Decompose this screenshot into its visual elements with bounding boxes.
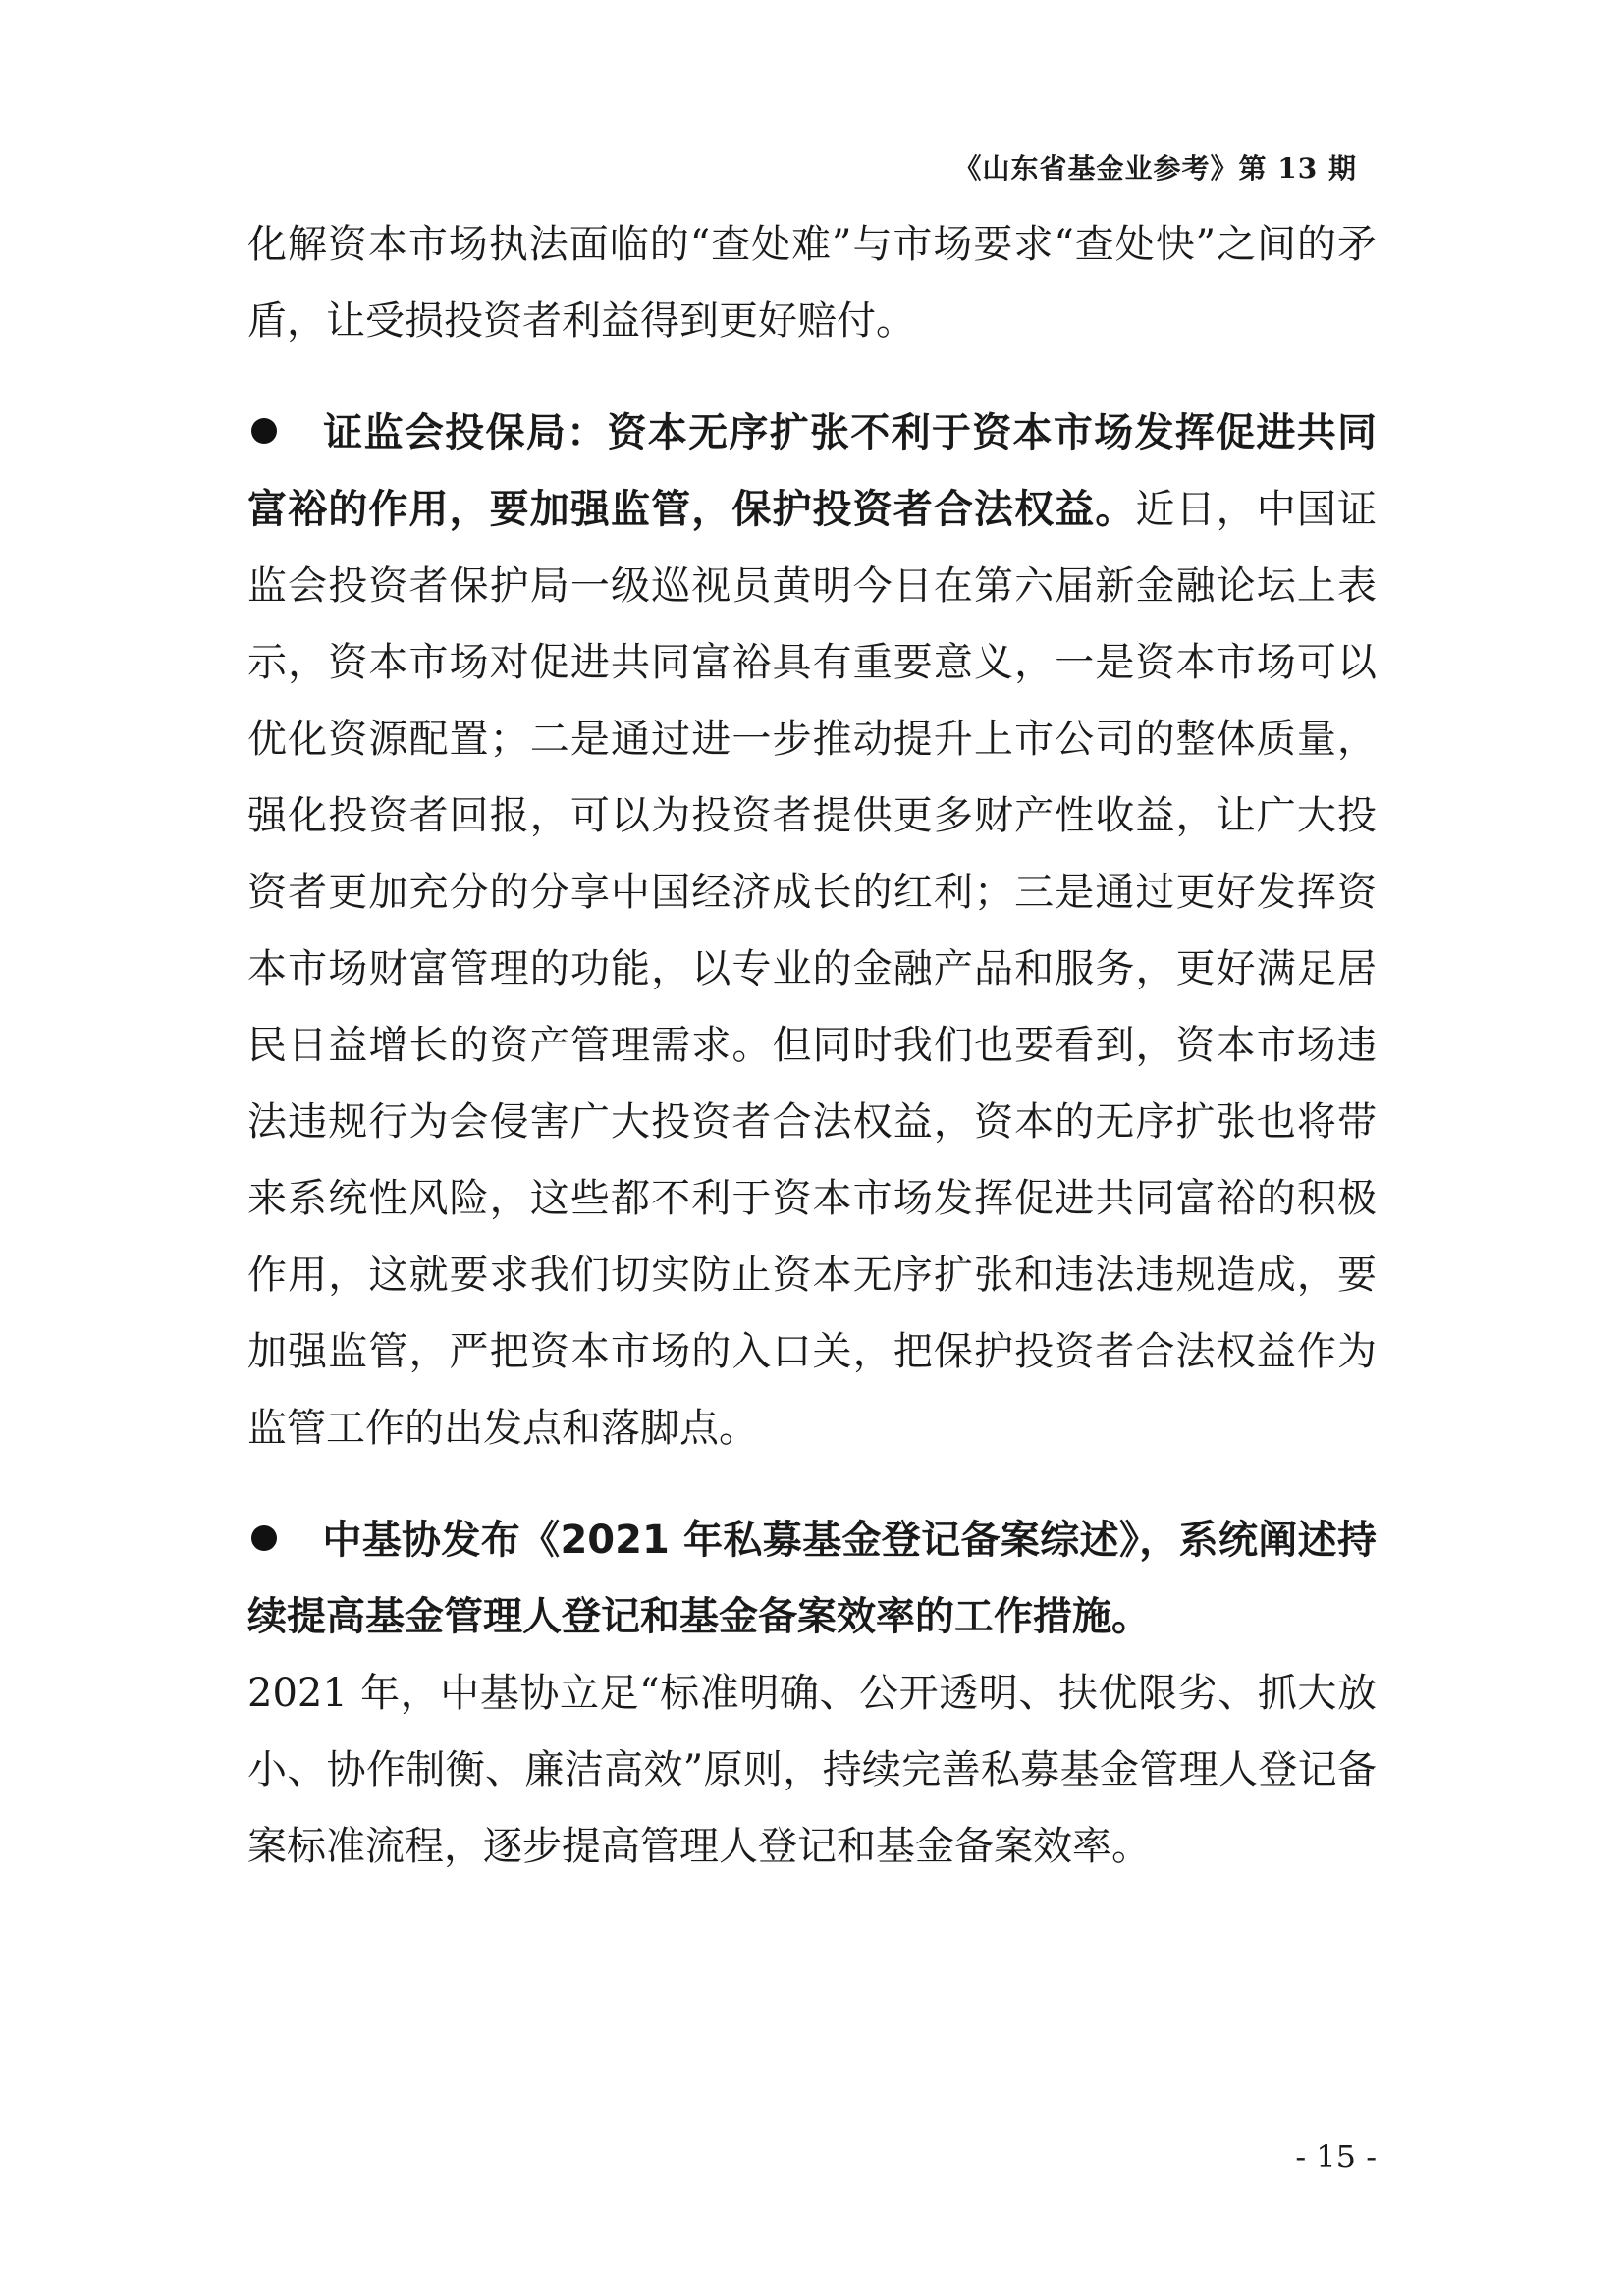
lead-paragraph: 化解资本市场执法面临的“查处难”与市场要求“查处快”之间的矛盾，让受损投资者利益得到更好赔付。 (247, 222, 1377, 344)
news-item-1-paragraph (247, 395, 1377, 1467)
bullet-dot-icon (251, 418, 277, 444)
bullet-dot-icon (251, 1525, 277, 1551)
news-item-1 (247, 395, 1377, 1467)
news-item-2 (247, 1502, 1377, 1885)
news-item-1-title: 证监会投保局：资本无序扩张不利于资本市场发挥促进共同富裕的作用，要加强监管，保护投资者合法权益。 (247, 410, 1377, 532)
news-item-1-body: 近日，中国证监会投资者保护局一级巡视员黄明今日在第六届新金融论坛上表示，资本市场对促进共同富裕具有重要意义，一是资本市场可以优化资源配置；二是通过进一步推动提升上市公司的整体质量，强化投资者回报，可以为投资者提供更多财产性收益，让广大投资者更加充分的分享中国经济成长的红利；三是通过更好发挥资本市场财富管理的功能，以专业的金融产品和服务，更好满足居民日益增长的资产管理需求。但同时我们也要看到，资本市场违法违规行为会侵害广大投资者合法权益，资本的无序扩张也将带来系统性风险，这些都不利于资本市场发挥促进共同富裕的积极作用，这就要求我们切实防止资本无序扩张和违法违规造成，要加强监管，严把资本市场的入口关，把保护投资者合法权益作为监管工作的出发点和落脚点。 (247, 487, 1378, 1451)
publication-header: 《山东省基金业参考》第 13 期 (953, 152, 1357, 185)
news-item-2-body: 2021 年，中基协立足“标准明确、公开透明、扶优限劣、抓大放小、协作制衡、廉洁高效”原则，持续完善私募基金管理人登记备案标准流程，逐步提高管理人登记和基金备案效率。 (247, 1671, 1377, 1869)
document-body (247, 206, 1377, 1885)
page-number: - 15 - (1295, 2138, 1377, 2175)
news-item-2-title: 中基协发布《2021 年私募基金登记备案综述》，系统阐述持续提高基金管理人登记和基金备案效率的工作措施。 (247, 1518, 1377, 1639)
news-item-2-title-paragraph (247, 1502, 1377, 1655)
